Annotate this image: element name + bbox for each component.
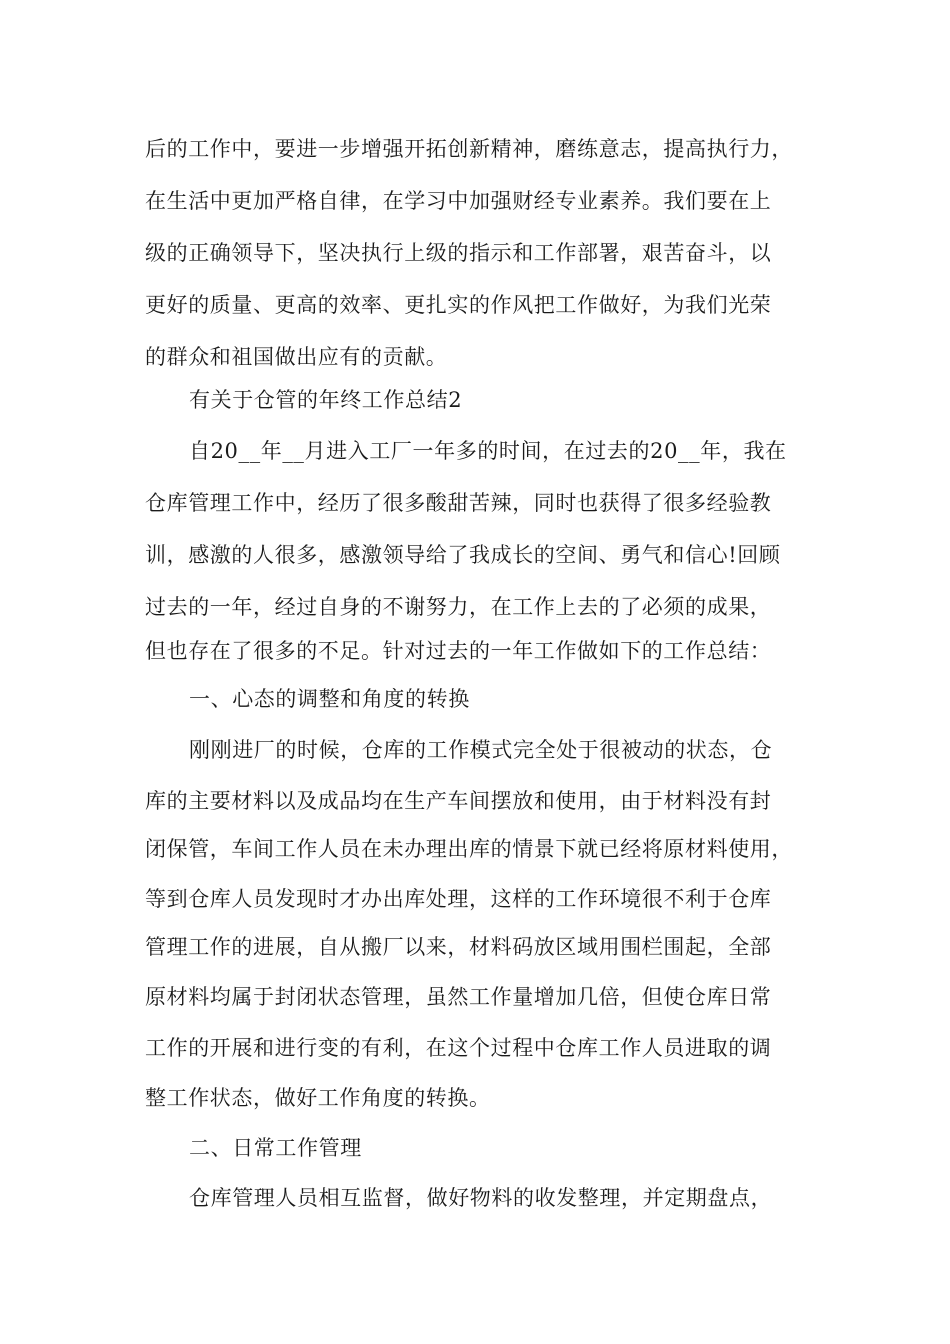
text-line: 等到仓库人员发现时才办出库处理，这样的工作环境很不利于仓库 xyxy=(145,887,772,911)
text-line: 在生活中更加严格自律，在学习中加强财经专业素养。我们要在上 xyxy=(145,189,772,213)
text-line: 仓库管理工作中，经历了很多酸甜苦辣，同时也获得了很多经验教 xyxy=(145,491,772,515)
text-line: 闭保管，车间工作人员在未办理出库的情景下就已经将原材料使用， xyxy=(145,837,793,861)
section-title: 有关于仓管的年终工作总结2 xyxy=(189,388,463,412)
text-line: 的群众和祖国做出应有的贡献。 xyxy=(145,345,448,369)
text-line: 级的正确领导下，坚决执行上级的指示和工作部署，艰苦奋斗，以 xyxy=(145,241,772,265)
text-line: 但也存在了很多的不足。针对过去的一年工作做如下的工作总结： xyxy=(145,639,772,663)
text-line: 库的主要材料以及成品均在生产车间摆放和使用，由于材料没有封 xyxy=(145,789,772,813)
text-line: 原材料均属于封闭状态管理，虽然工作量增加几倍，但使仓库日常 xyxy=(145,985,772,1009)
text-line: 管理工作的进展，自从搬厂以来，材料码放区域用围栏围起，全部 xyxy=(145,935,772,959)
paragraph-start: 仓库管理人员相互监督，做好物料的收发整理，并定期盘点， xyxy=(189,1186,773,1210)
text-line: 更好的质量、更高的效率、更扎实的作风把工作做好，为我们光荣 xyxy=(145,293,772,317)
text-line: 整工作状态，做好工作角度的转换。 xyxy=(145,1086,491,1110)
paragraph-start: 刚刚进厂的时候，仓库的工作模式完全处于很被动的状态，仓 xyxy=(189,738,773,762)
paragraph-start: 自20__年__月进入工厂一年多的时间，在过去的20__年，我在 xyxy=(189,439,787,463)
section-heading: 二、日常工作管理 xyxy=(189,1136,362,1160)
text-line: 训，感激的人很多，感激领导给了我成长的空间、勇气和信心!回顾 xyxy=(145,543,781,567)
section-heading: 一、心态的调整和角度的转换 xyxy=(189,687,470,711)
text-line: 过去的一年，经过自身的不谢努力，在工作上去的了必须的成果， xyxy=(145,595,772,619)
text-line: 工作的开展和进行变的有利，在这个过程中仓库工作人员进取的调 xyxy=(145,1036,772,1060)
text-line: 后的工作中，要进一步增强开拓创新精神，磨练意志，提高执行力， xyxy=(145,137,793,161)
